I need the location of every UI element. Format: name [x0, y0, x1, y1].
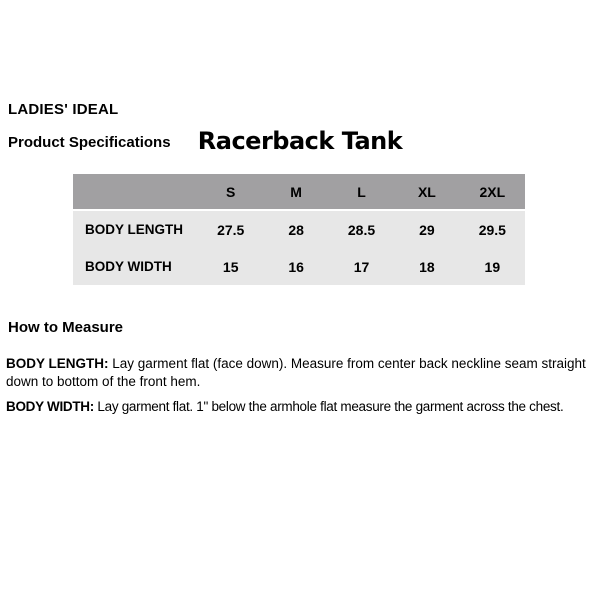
measure-instructions: [6, 355, 594, 423]
size-column-header: XL: [417, 183, 436, 200]
measurement-value: 27.5: [217, 221, 245, 238]
measurement-value: 18: [419, 258, 435, 275]
measurement-value: 17: [353, 258, 370, 275]
body-width-instruction: [6, 398, 594, 416]
measurement-value: 29: [419, 221, 435, 238]
brand-label: LADIES' IDEAL: [8, 101, 119, 118]
product-title: Racerback Tank: [197, 127, 403, 155]
size-column-header: S: [226, 183, 236, 200]
body-width-term: BODY WIDTH:: [6, 399, 94, 414]
section-label-product-specifications: Product Specifications: [8, 134, 171, 151]
size-column-header: 2XL: [479, 183, 506, 200]
measurement-value: 16: [288, 258, 304, 275]
size-column-header: M: [290, 183, 302, 200]
measurement-value: 19: [484, 258, 501, 275]
body-width-text: Lay garment flat. 1" below the armhole flat measure the garment across the chest.: [97, 399, 564, 414]
size-chart-header-row: [73, 174, 525, 211]
size-chart-table: [73, 174, 525, 285]
size-column-header: L: [357, 183, 366, 200]
table-row-body-width: [73, 248, 525, 285]
table-row-body-length: [73, 211, 525, 248]
measurement-value: 29.5: [478, 221, 506, 238]
row-label: BODY LENGTH: [85, 222, 184, 237]
measurement-value: 28: [288, 221, 304, 238]
measurement-value: 15: [222, 258, 239, 275]
how-to-measure-heading: How to Measure: [8, 319, 124, 336]
body-length-term: BODY LENGTH:: [6, 356, 109, 371]
measurement-value: 28.5: [347, 221, 376, 238]
body-length-text: Lay garment flat (face down). Measure from center back neckline seam straight down to bottom of the front hem.: [6, 356, 586, 389]
row-label: BODY WIDTH: [85, 259, 172, 274]
body-length-instruction: [6, 355, 594, 391]
